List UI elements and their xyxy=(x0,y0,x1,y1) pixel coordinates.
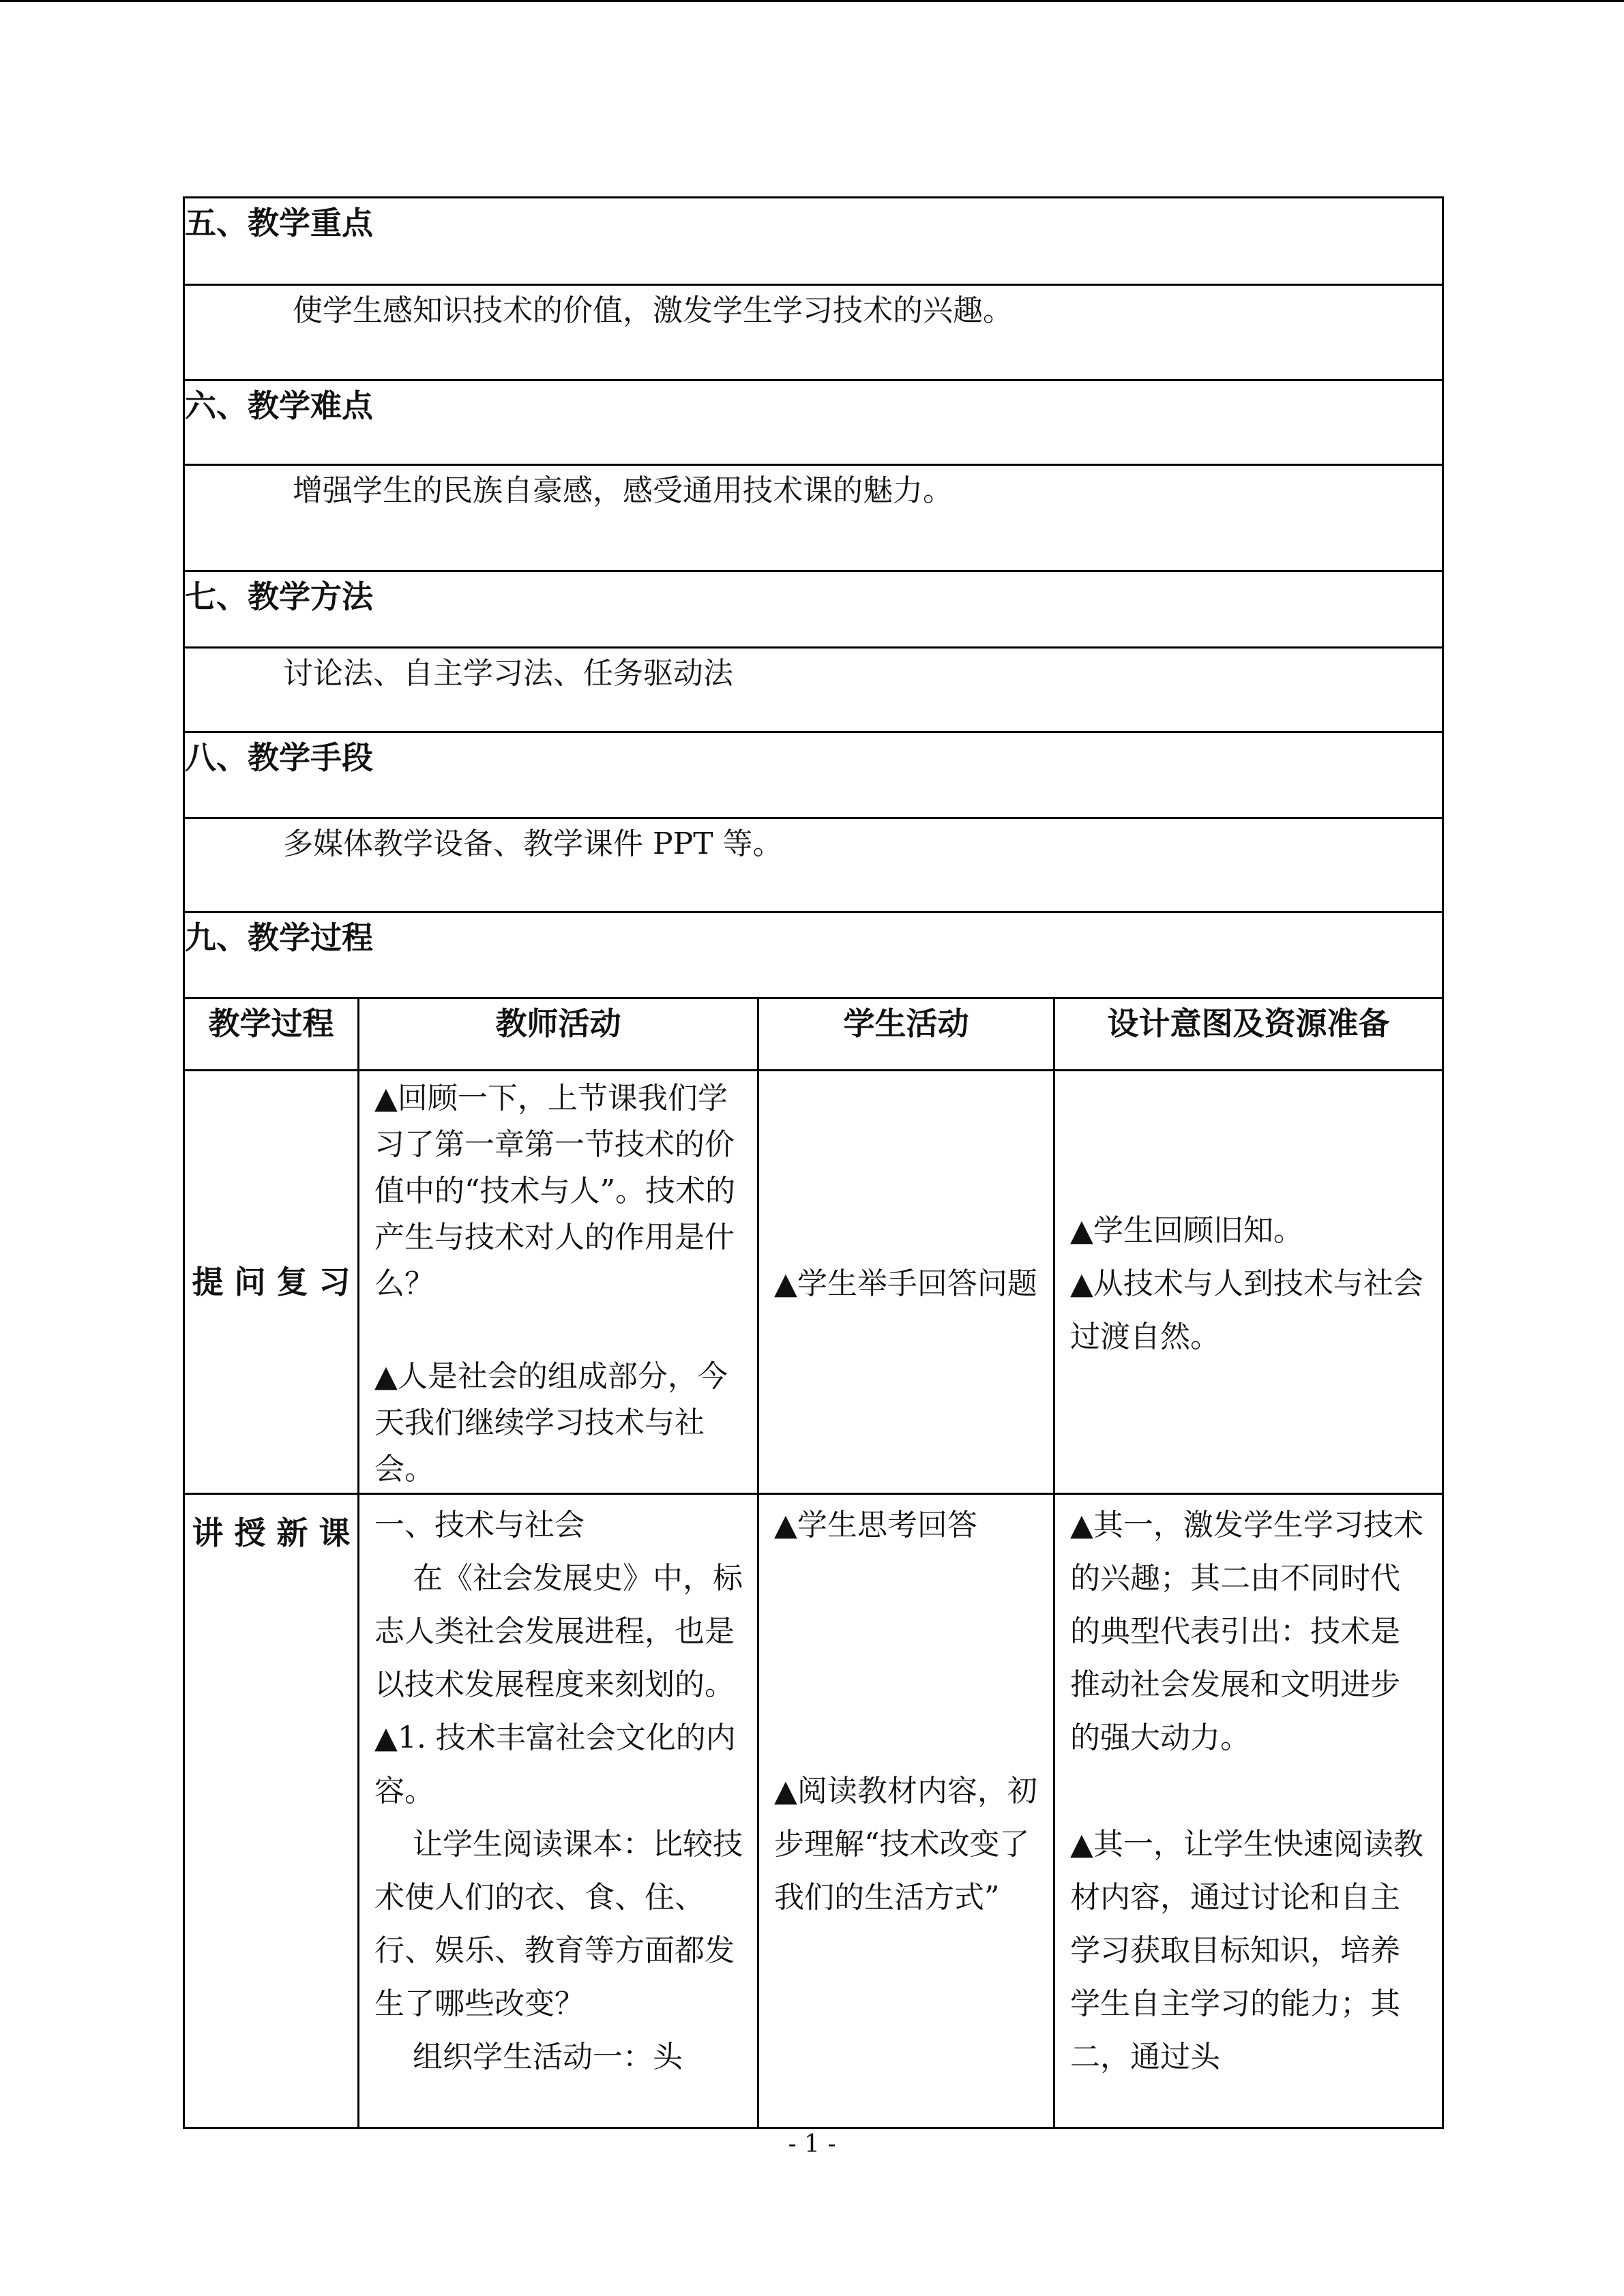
section-8-header xyxy=(184,732,1443,818)
table-row xyxy=(184,1494,1443,2128)
section-7-title: 七、教学方法 xyxy=(184,571,1443,648)
section-7-header xyxy=(184,571,1443,648)
header-design-intent: 设计意图及资源准备 xyxy=(1054,998,1443,1071)
table-row xyxy=(184,1071,1443,1494)
section-9-header xyxy=(184,912,1443,998)
teacher-activity-review: ▲回顾一下，上节课我们学习了第一章第一节技术的价值中的“技术与人”。技术的产生与技术对人的作用是什么？ ▲人是社会的组成部分，今天我们继续学习技术与社会。 xyxy=(374,1081,735,1487)
section-8-body-row xyxy=(184,818,1443,912)
section-7-body-row xyxy=(184,648,1443,732)
lesson-plan-table xyxy=(183,196,1444,2129)
student-activity-review: ▲学生举手回答问题 xyxy=(774,1266,1037,1301)
section-8-body: 多媒体教学设备、教学课件 PPT 等。 xyxy=(184,818,1443,912)
page-top-rule xyxy=(0,0,1624,2)
student-activity-new-lesson: ▲学生思考回答 ▲阅读教材内容，初步理解“技术改变了我们的生活方式” xyxy=(774,1508,1037,1915)
section-5-body: 使学生感知识技术的价值，激发学生学习技术的兴趣。 xyxy=(184,285,1443,381)
header-student-activity: 学生活动 xyxy=(758,998,1054,1071)
header-teacher-activity: 教师活动 xyxy=(359,998,758,1071)
process-column-headers xyxy=(184,998,1443,1071)
page-number: - 1 - xyxy=(788,2130,836,2158)
stage-review: 提 问 复 习 xyxy=(192,1264,351,1300)
section-6-body: 增强学生的民族自豪感，感受通用技术课的魅力。 xyxy=(184,465,1443,571)
teacher-activity-new-lesson: 一、技术与社会 在《社会发展史》中，标志人类社会发展进程，也是以技术发展程度来刻划的。 ▲1. 技术丰富社会文化的内容。 让学生阅读课本：比较技术使人们的衣、食、住、行、娱乐、教育等方面都发生了哪些改变？ 组织学生活动一：头 xyxy=(374,1508,743,2074)
section-6-body-row xyxy=(184,465,1443,571)
design-intent-review: ▲学生回顾旧知。 ▲从技术与人到技术与社会过渡自然。 xyxy=(1070,1213,1423,1354)
stage-new-lesson: 讲 授 新 课 xyxy=(192,1515,351,1551)
section-6-title: 六、教学难点 xyxy=(184,381,1443,465)
section-6-header xyxy=(184,381,1443,465)
section-5-body-row xyxy=(184,285,1443,381)
section-9-title: 九、教学过程 xyxy=(184,912,1443,998)
section-8-title: 八、教学手段 xyxy=(184,732,1443,818)
header-stage: 教学过程 xyxy=(184,998,359,1071)
section-5-title: 五、教学重点 xyxy=(184,198,1443,285)
section-7-body: 讨论法、自主学习法、任务驱动法 xyxy=(184,648,1443,732)
section-5-header xyxy=(184,198,1443,285)
design-intent-new-lesson: ▲其一，激发学生学习技术的兴趣；其二由不同时代的典型代表引出：技术是推动社会发展和文明进步的强大动力。 ▲其一，让学生快速阅读教材内容，通过讨论和自主学习获取目标知识，培养学生自主学习的能力；其二，通过头 xyxy=(1070,1508,1423,2074)
